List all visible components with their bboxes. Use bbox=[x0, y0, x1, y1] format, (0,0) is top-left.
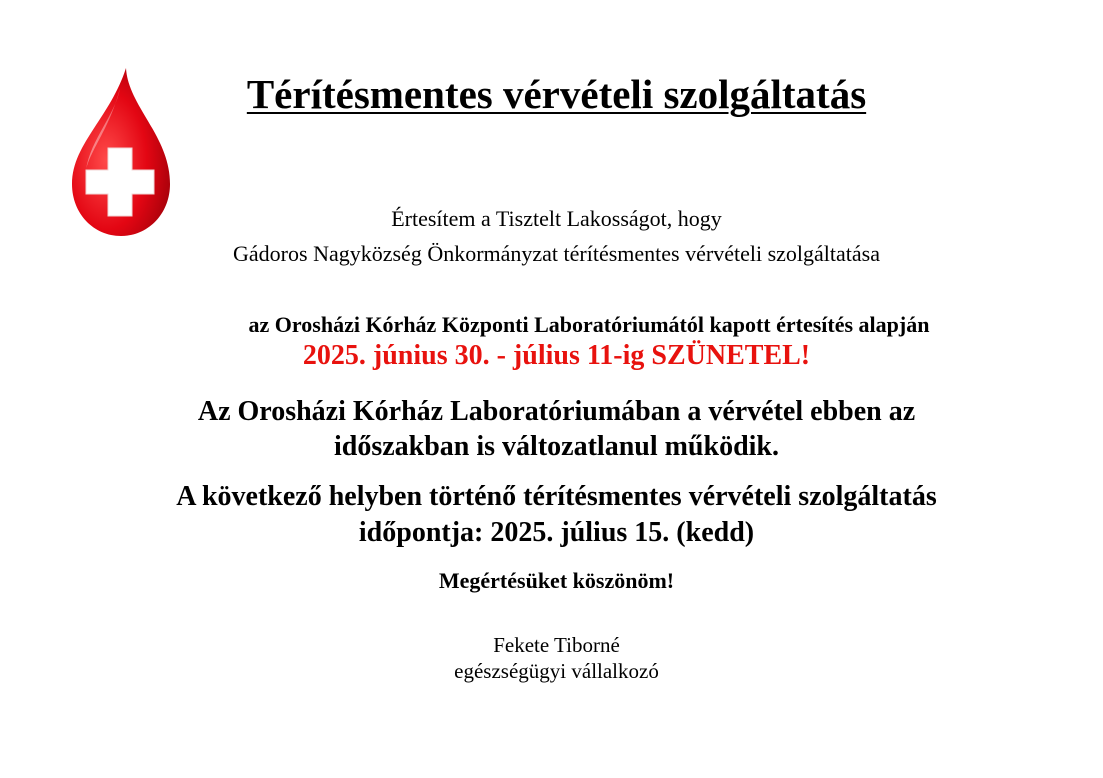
intro-line-1: Értesítem a Tisztelt Lakosságot, hogy bbox=[391, 206, 722, 231]
next-service-line-1: A következő helyben történő térítésmentes vérvételi szolgáltatás bbox=[176, 481, 937, 512]
signature-role: egészségügyi vállalkozó bbox=[454, 659, 659, 683]
intro-line-2: Gádoros Nagyközség Önkormányzat térítésmentes vérvételi szolgáltatása bbox=[233, 241, 880, 266]
hospital-lab-line-1: Az Orosházi Kórház Laboratóriumában a vérvétel ebben az bbox=[197, 396, 916, 427]
page-title: Térítésmentes vérvételi szolgáltatás bbox=[246, 71, 867, 117]
next-service-date: időpontja: 2025. július 15. (kedd) bbox=[358, 517, 755, 548]
lab-notice: az Orosházi Kórház Központi Laboratóriumától kapott értesítés alapján bbox=[248, 312, 930, 337]
signature-name: Fekete Tiborné bbox=[493, 633, 620, 657]
thanks-text: Megértésüket köszönöm! bbox=[438, 568, 675, 593]
hospital-lab-line-2: időszakban is változatlanul működik. bbox=[333, 431, 780, 462]
suspension-notice: 2025. június 30. - július 11-ig SZÜNETEL! bbox=[302, 340, 811, 371]
